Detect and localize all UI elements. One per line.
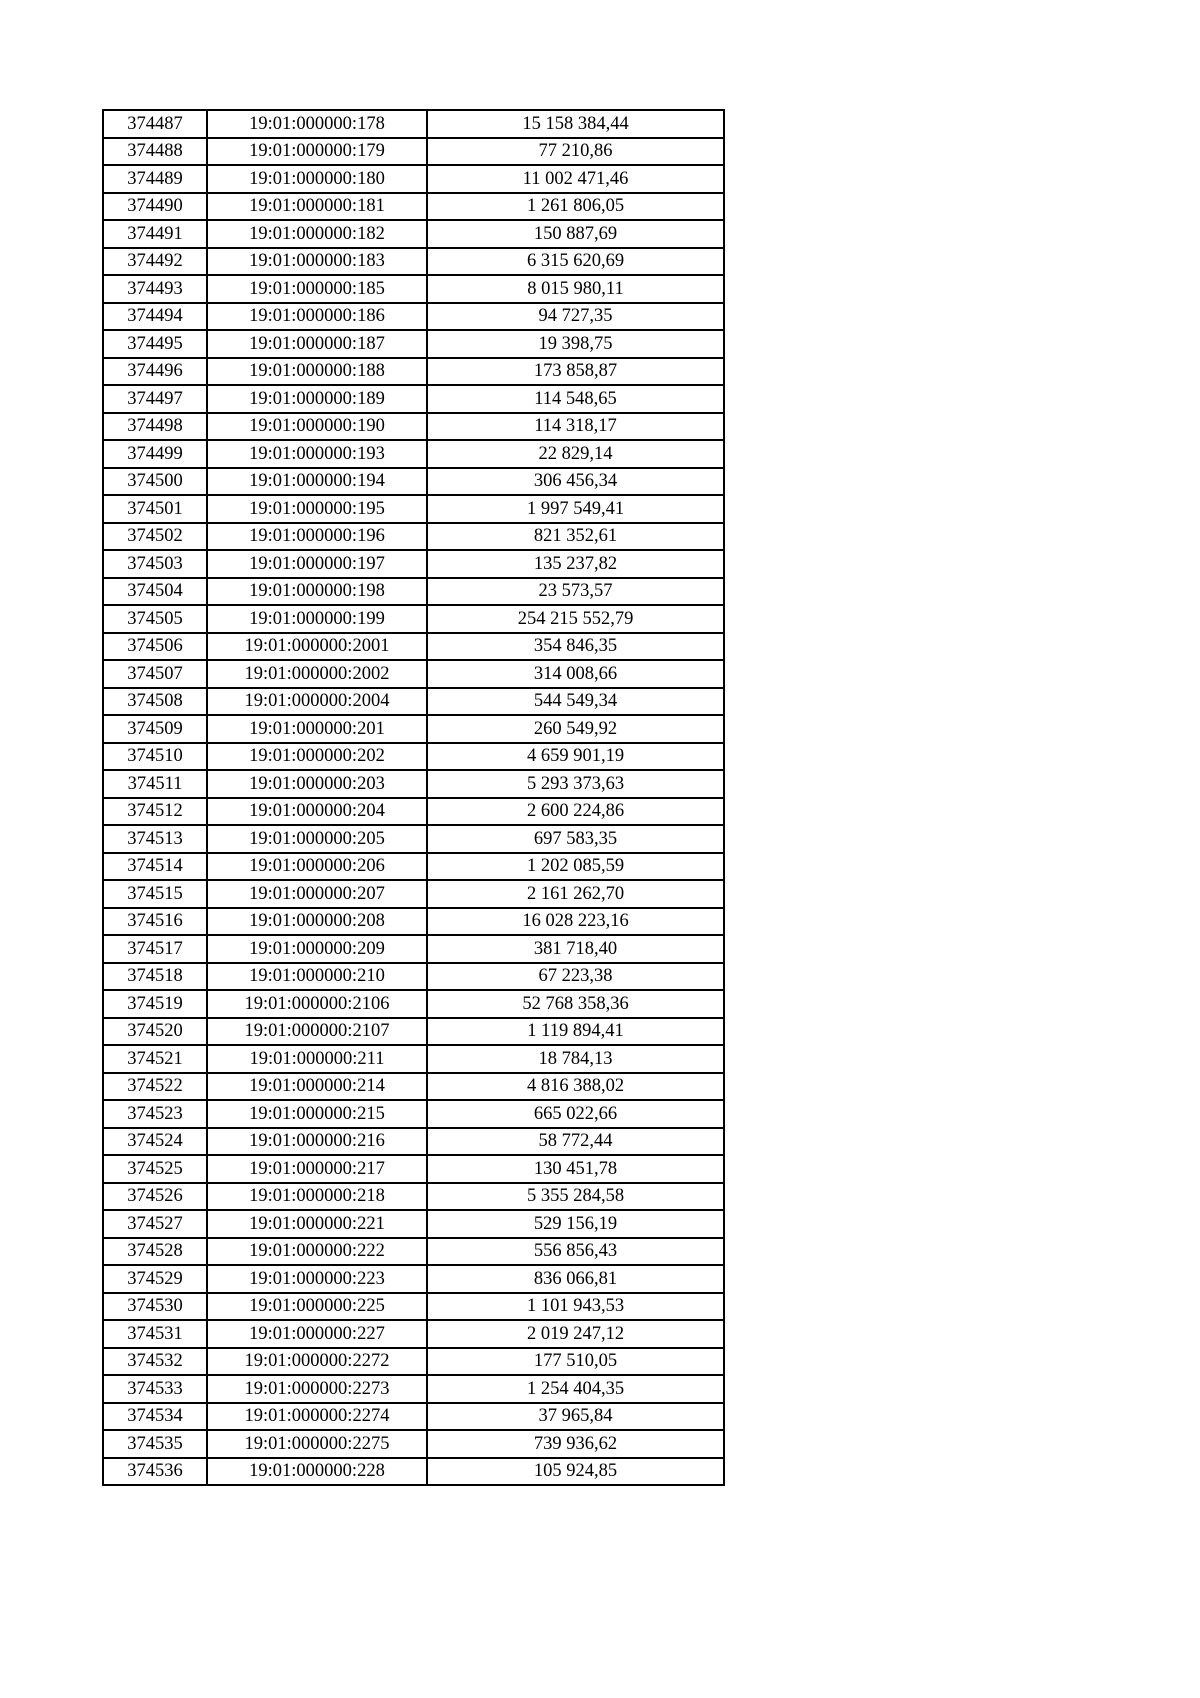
row-number-cell: 374491 (103, 220, 207, 248)
table-row (103, 193, 724, 221)
row-number-cell: 374534 (103, 1403, 207, 1431)
value-cell: 260 549,92 (427, 715, 724, 743)
row-number-cell: 374493 (103, 275, 207, 303)
table-row (103, 1018, 724, 1046)
table-row (103, 385, 724, 413)
cadastral-number-cell: 19:01:000000:228 (207, 1458, 427, 1486)
row-number-cell: 374526 (103, 1183, 207, 1211)
row-number-cell: 374488 (103, 138, 207, 166)
cadastral-number-cell: 19:01:000000:180 (207, 165, 427, 193)
value-cell: 2 019 247,12 (427, 1320, 724, 1348)
row-number-cell: 374513 (103, 825, 207, 853)
value-cell: 114 548,65 (427, 385, 724, 413)
cadastral-number-cell: 19:01:000000:2275 (207, 1430, 427, 1458)
table-row (103, 1375, 724, 1403)
value-cell: 1 261 806,05 (427, 193, 724, 221)
row-number-cell: 374511 (103, 770, 207, 798)
value-cell: 114 318,17 (427, 413, 724, 441)
value-cell: 4 816 388,02 (427, 1073, 724, 1101)
row-number-cell: 374501 (103, 495, 207, 523)
cadastral-number-cell: 19:01:000000:193 (207, 440, 427, 468)
table-row (103, 1403, 724, 1431)
value-cell: 556 856,43 (427, 1238, 724, 1266)
cadastral-number-cell: 19:01:000000:2004 (207, 688, 427, 716)
cadastral-number-cell: 19:01:000000:195 (207, 495, 427, 523)
table-row (103, 660, 724, 688)
table-row (103, 550, 724, 578)
value-cell: 1 119 894,41 (427, 1018, 724, 1046)
value-cell: 306 456,34 (427, 468, 724, 496)
value-cell: 1 254 404,35 (427, 1375, 724, 1403)
value-cell: 6 315 620,69 (427, 248, 724, 276)
value-cell: 15 158 384,44 (427, 110, 724, 138)
value-cell: 58 772,44 (427, 1128, 724, 1156)
table-row (103, 688, 724, 716)
row-number-cell: 374515 (103, 880, 207, 908)
cadastral-number-cell: 19:01:000000:183 (207, 248, 427, 276)
cadastral-number-cell: 19:01:000000:179 (207, 138, 427, 166)
cadastral-number-cell: 19:01:000000:221 (207, 1210, 427, 1238)
value-cell: 1 997 549,41 (427, 495, 724, 523)
row-number-cell: 374507 (103, 660, 207, 688)
cadastral-number-cell: 19:01:000000:187 (207, 330, 427, 358)
cadastral-number-cell: 19:01:000000:199 (207, 605, 427, 633)
cadastral-number-cell: 19:01:000000:189 (207, 385, 427, 413)
table-row (103, 303, 724, 331)
table-row (103, 715, 724, 743)
cadastral-number-cell: 19:01:000000:194 (207, 468, 427, 496)
cadastral-number-cell: 19:01:000000:2106 (207, 990, 427, 1018)
row-number-cell: 374510 (103, 743, 207, 771)
table-row (103, 440, 724, 468)
value-cell: 314 008,66 (427, 660, 724, 688)
table-row (103, 275, 724, 303)
value-cell: 16 028 223,16 (427, 908, 724, 936)
table-row (103, 495, 724, 523)
table-row (103, 1430, 724, 1458)
cadastral-number-cell: 19:01:000000:206 (207, 853, 427, 881)
value-cell: 821 352,61 (427, 523, 724, 551)
value-cell: 150 887,69 (427, 220, 724, 248)
cadastral-number-cell: 19:01:000000:201 (207, 715, 427, 743)
cadastral-number-cell: 19:01:000000:207 (207, 880, 427, 908)
row-number-cell: 374516 (103, 908, 207, 936)
row-number-cell: 374525 (103, 1155, 207, 1183)
row-number-cell: 374536 (103, 1458, 207, 1486)
row-number-cell: 374496 (103, 358, 207, 386)
value-cell: 1 101 943,53 (427, 1293, 724, 1321)
row-number-cell: 374531 (103, 1320, 207, 1348)
table-row (103, 1458, 724, 1486)
row-number-cell: 374514 (103, 853, 207, 881)
value-cell: 135 237,82 (427, 550, 724, 578)
value-cell: 77 210,86 (427, 138, 724, 166)
cadastral-number-cell: 19:01:000000:216 (207, 1128, 427, 1156)
table-row (103, 248, 724, 276)
table-row (103, 1045, 724, 1073)
table-row (103, 1238, 724, 1266)
value-cell: 1 202 085,59 (427, 853, 724, 881)
row-number-cell: 374499 (103, 440, 207, 468)
table-row (103, 523, 724, 551)
table-row (103, 935, 724, 963)
table-row (103, 853, 724, 881)
cadastral-number-cell: 19:01:000000:2107 (207, 1018, 427, 1046)
table-row (103, 110, 724, 138)
cadastral-value-table (102, 109, 725, 1486)
row-number-cell: 374506 (103, 633, 207, 661)
row-number-cell: 374494 (103, 303, 207, 331)
row-number-cell: 374519 (103, 990, 207, 1018)
value-cell: 130 451,78 (427, 1155, 724, 1183)
cadastral-number-cell: 19:01:000000:178 (207, 110, 427, 138)
value-cell: 19 398,75 (427, 330, 724, 358)
row-number-cell: 374500 (103, 468, 207, 496)
value-cell: 11 002 471,46 (427, 165, 724, 193)
row-number-cell: 374517 (103, 935, 207, 963)
row-number-cell: 374490 (103, 193, 207, 221)
cadastral-number-cell: 19:01:000000:217 (207, 1155, 427, 1183)
row-number-cell: 374497 (103, 385, 207, 413)
table-row (103, 1265, 724, 1293)
cadastral-number-cell: 19:01:000000:205 (207, 825, 427, 853)
value-cell: 739 936,62 (427, 1430, 724, 1458)
table-row (103, 468, 724, 496)
table-row (103, 770, 724, 798)
value-cell: 94 727,35 (427, 303, 724, 331)
cadastral-number-cell: 19:01:000000:204 (207, 798, 427, 826)
row-number-cell: 374505 (103, 605, 207, 633)
row-number-cell: 374522 (103, 1073, 207, 1101)
value-cell: 836 066,81 (427, 1265, 724, 1293)
table-row (103, 138, 724, 166)
cadastral-number-cell: 19:01:000000:196 (207, 523, 427, 551)
value-cell: 52 768 358,36 (427, 990, 724, 1018)
table-row (103, 1293, 724, 1321)
cadastral-number-cell: 19:01:000000:188 (207, 358, 427, 386)
row-number-cell: 374528 (103, 1238, 207, 1266)
table-row (103, 1128, 724, 1156)
value-cell: 18 784,13 (427, 1045, 724, 1073)
value-cell: 37 965,84 (427, 1403, 724, 1431)
row-number-cell: 374492 (103, 248, 207, 276)
value-cell: 67 223,38 (427, 963, 724, 991)
row-number-cell: 374512 (103, 798, 207, 826)
table-row (103, 743, 724, 771)
row-number-cell: 374527 (103, 1210, 207, 1238)
cadastral-number-cell: 19:01:000000:185 (207, 275, 427, 303)
table-row (103, 1320, 724, 1348)
cadastral-number-cell: 19:01:000000:202 (207, 743, 427, 771)
table-row (103, 605, 724, 633)
cadastral-number-cell: 19:01:000000:214 (207, 1073, 427, 1101)
cadastral-number-cell: 19:01:000000:2274 (207, 1403, 427, 1431)
table-row (103, 1183, 724, 1211)
value-cell: 5 293 373,63 (427, 770, 724, 798)
value-cell: 2 161 262,70 (427, 880, 724, 908)
table-row (103, 220, 724, 248)
cadastral-number-cell: 19:01:000000:2002 (207, 660, 427, 688)
row-number-cell: 374529 (103, 1265, 207, 1293)
cadastral-number-cell: 19:01:000000:2001 (207, 633, 427, 661)
cadastral-number-cell: 19:01:000000:209 (207, 935, 427, 963)
row-number-cell: 374530 (103, 1293, 207, 1321)
table-row (103, 908, 724, 936)
table-row (103, 1100, 724, 1128)
cadastral-number-cell: 19:01:000000:182 (207, 220, 427, 248)
table-row (103, 798, 724, 826)
row-number-cell: 374508 (103, 688, 207, 716)
table-row (103, 1155, 724, 1183)
row-number-cell: 374487 (103, 110, 207, 138)
cadastral-number-cell: 19:01:000000:211 (207, 1045, 427, 1073)
row-number-cell: 374523 (103, 1100, 207, 1128)
value-cell: 105 924,85 (427, 1458, 724, 1486)
cadastral-number-cell: 19:01:000000:203 (207, 770, 427, 798)
table-row (103, 880, 724, 908)
value-cell: 2 600 224,86 (427, 798, 724, 826)
cadastral-number-cell: 19:01:000000:223 (207, 1265, 427, 1293)
value-cell: 177 510,05 (427, 1348, 724, 1376)
cadastral-number-cell: 19:01:000000:225 (207, 1293, 427, 1321)
table-row (103, 330, 724, 358)
row-number-cell: 374498 (103, 413, 207, 441)
cadastral-number-cell: 19:01:000000:218 (207, 1183, 427, 1211)
value-cell: 697 583,35 (427, 825, 724, 853)
value-cell: 173 858,87 (427, 358, 724, 386)
cadastral-number-cell: 19:01:000000:181 (207, 193, 427, 221)
table-row (103, 413, 724, 441)
value-cell: 4 659 901,19 (427, 743, 724, 771)
row-number-cell: 374489 (103, 165, 207, 193)
value-cell: 544 549,34 (427, 688, 724, 716)
table-row (103, 165, 724, 193)
cadastral-number-cell: 19:01:000000:222 (207, 1238, 427, 1266)
row-number-cell: 374495 (103, 330, 207, 358)
table-row (103, 358, 724, 386)
table-body (103, 110, 724, 1485)
cadastral-number-cell: 19:01:000000:215 (207, 1100, 427, 1128)
cadastral-number-cell: 19:01:000000:210 (207, 963, 427, 991)
value-cell: 8 015 980,11 (427, 275, 724, 303)
table-row (103, 1073, 724, 1101)
row-number-cell: 374502 (103, 523, 207, 551)
value-cell: 665 022,66 (427, 1100, 724, 1128)
cadastral-number-cell: 19:01:000000:197 (207, 550, 427, 578)
value-cell: 22 829,14 (427, 440, 724, 468)
value-cell: 381 718,40 (427, 935, 724, 963)
table-row (103, 1348, 724, 1376)
row-number-cell: 374521 (103, 1045, 207, 1073)
row-number-cell: 374518 (103, 963, 207, 991)
cadastral-number-cell: 19:01:000000:190 (207, 413, 427, 441)
row-number-cell: 374524 (103, 1128, 207, 1156)
row-number-cell: 374504 (103, 578, 207, 606)
row-number-cell: 374532 (103, 1348, 207, 1376)
value-cell: 529 156,19 (427, 1210, 724, 1238)
table-row (103, 633, 724, 661)
cadastral-number-cell: 19:01:000000:208 (207, 908, 427, 936)
row-number-cell: 374503 (103, 550, 207, 578)
row-number-cell: 374520 (103, 1018, 207, 1046)
row-number-cell: 374535 (103, 1430, 207, 1458)
table-row (103, 578, 724, 606)
table-row (103, 825, 724, 853)
row-number-cell: 374509 (103, 715, 207, 743)
table-row (103, 963, 724, 991)
table-row (103, 990, 724, 1018)
table-row (103, 1210, 724, 1238)
cadastral-number-cell: 19:01:000000:227 (207, 1320, 427, 1348)
row-number-cell: 374533 (103, 1375, 207, 1403)
cadastral-number-cell: 19:01:000000:198 (207, 578, 427, 606)
value-cell: 23 573,57 (427, 578, 724, 606)
value-cell: 254 215 552,79 (427, 605, 724, 633)
cadastral-number-cell: 19:01:000000:186 (207, 303, 427, 331)
cadastral-number-cell: 19:01:000000:2273 (207, 1375, 427, 1403)
value-cell: 5 355 284,58 (427, 1183, 724, 1211)
cadastral-number-cell: 19:01:000000:2272 (207, 1348, 427, 1376)
value-cell: 354 846,35 (427, 633, 724, 661)
